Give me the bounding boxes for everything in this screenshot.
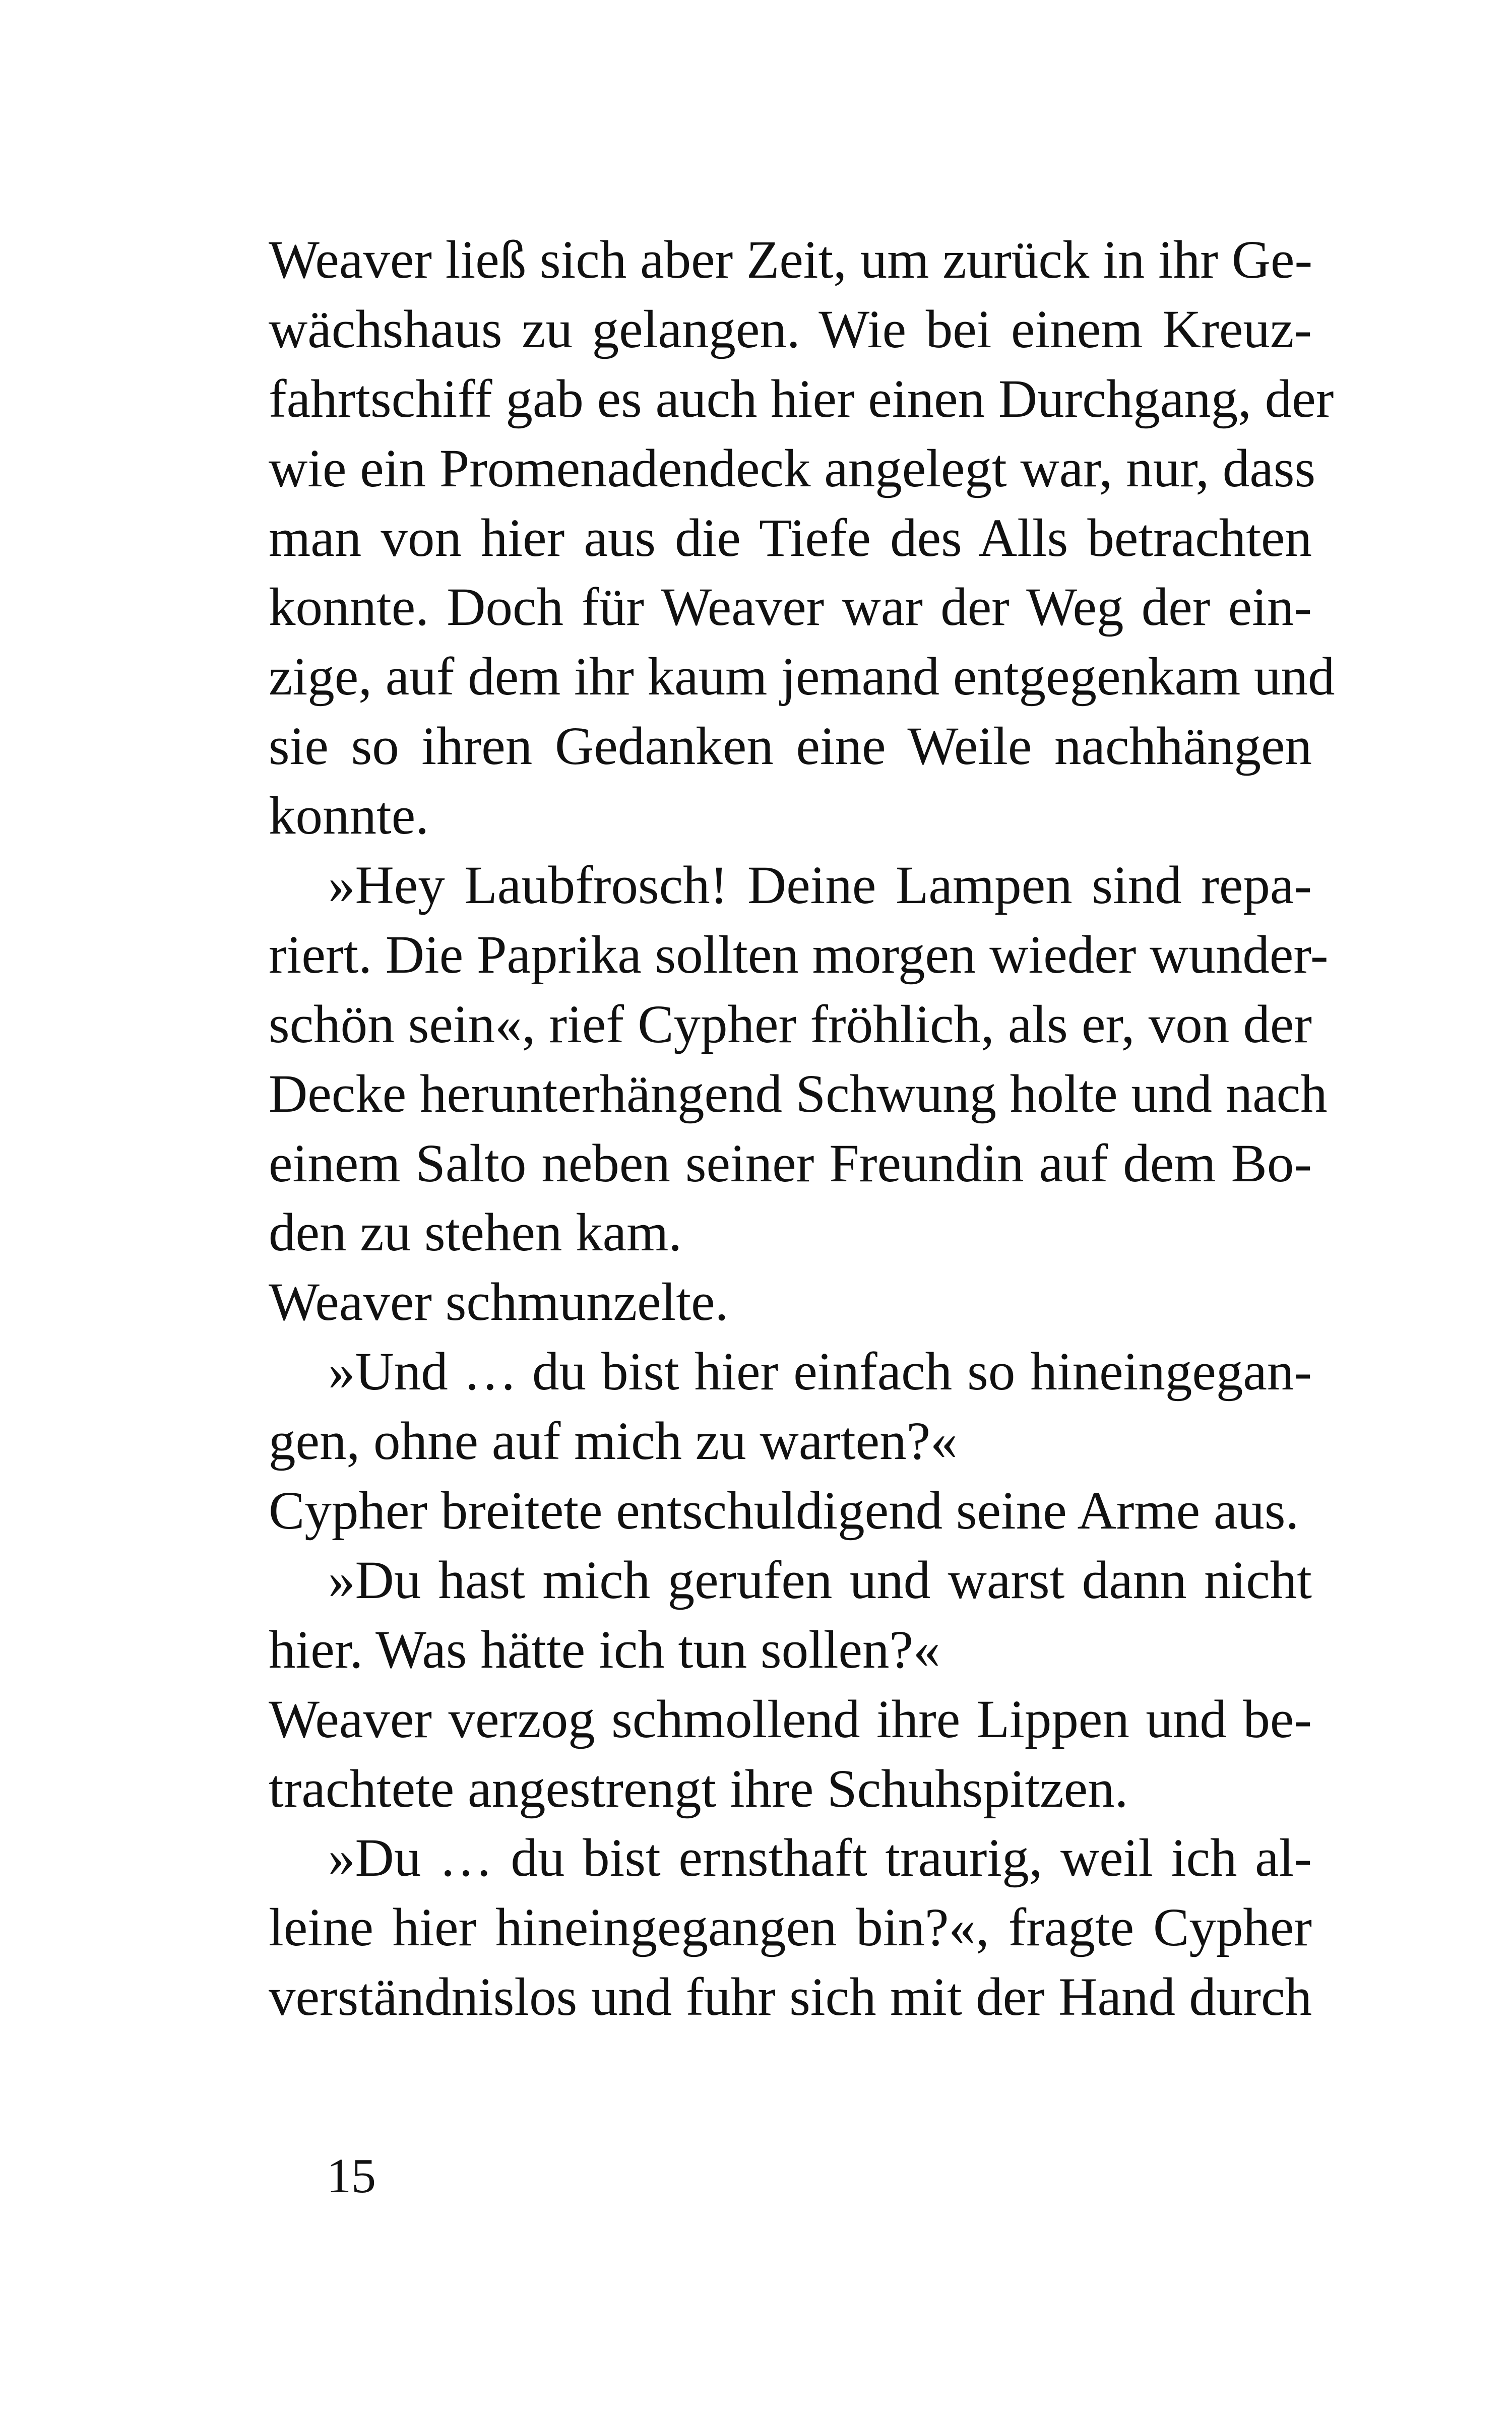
text-line: einem Salto neben seiner Freundin auf dem Bo- xyxy=(269,1133,1312,1193)
text-line: man von hier aus die Tiefe des Alls betrachten xyxy=(269,508,1312,568)
text-line: »Und … du bist hier einfach so hineingegan- xyxy=(328,1342,1312,1402)
text-line: konnte. Doch für Weaver war der Weg der ein- xyxy=(269,578,1312,638)
text-line: sie so ihren Gedanken eine Weile nachhängen xyxy=(269,717,1312,777)
text-line: leine hier hineingegangen bin?«, fragte Cypher xyxy=(269,1898,1312,1958)
text-line: den zu stehen kam. xyxy=(269,1203,682,1263)
text-line: hier. Was hätte ich tun sollen?« xyxy=(269,1620,940,1680)
text-line: Decke herunterhängend Schwung holte und nach xyxy=(269,1064,1328,1124)
body-text xyxy=(269,226,1335,2032)
text-line: schön sein«, rief Cypher fröhlich, als er, von der xyxy=(269,994,1312,1054)
text-line: Cypher breitete entschuldigend seine Arme aus. xyxy=(269,1481,1299,1541)
page-number: 15 xyxy=(327,2149,376,2203)
text-line: Weaver schmunzelte. xyxy=(269,1273,729,1332)
text-line: »Du … du bist ernsthaft traurig, weil ich al- xyxy=(328,1828,1312,1888)
text-line: konnte. xyxy=(269,786,429,846)
text-line: »Du hast mich gerufen und warst dann nicht xyxy=(328,1550,1312,1610)
text-line: »Hey Laubfrosch! Deine Lampen sind repa- xyxy=(328,856,1312,916)
text-line: wie ein Promenadendeck angelegt war, nur, dass xyxy=(269,438,1316,498)
text-line: verständnislos und fuhr sich mit der Hand durch xyxy=(269,1967,1312,2027)
text-line: fahrtschiff gab es auch hier einen Durchgang, der xyxy=(269,369,1334,429)
text-line: Weaver ließ sich aber Zeit, um zurück in ihr Ge- xyxy=(269,230,1313,290)
text-line: gen, ohne auf mich zu warten?« xyxy=(269,1412,958,1472)
text-line: trachtete angestrengt ihre Schuhspitzen. xyxy=(269,1759,1128,1819)
text-line: wächshaus zu gelangen. Wie bei einem Kreuz- xyxy=(269,299,1312,359)
text-line: riert. Die Paprika sollten morgen wieder wunder- xyxy=(269,925,1329,985)
text-line: zige, auf dem ihr kaum jemand entgegenkam und xyxy=(269,647,1335,707)
text-line: Weaver verzog schmollend ihre Lippen und be- xyxy=(269,1689,1312,1749)
